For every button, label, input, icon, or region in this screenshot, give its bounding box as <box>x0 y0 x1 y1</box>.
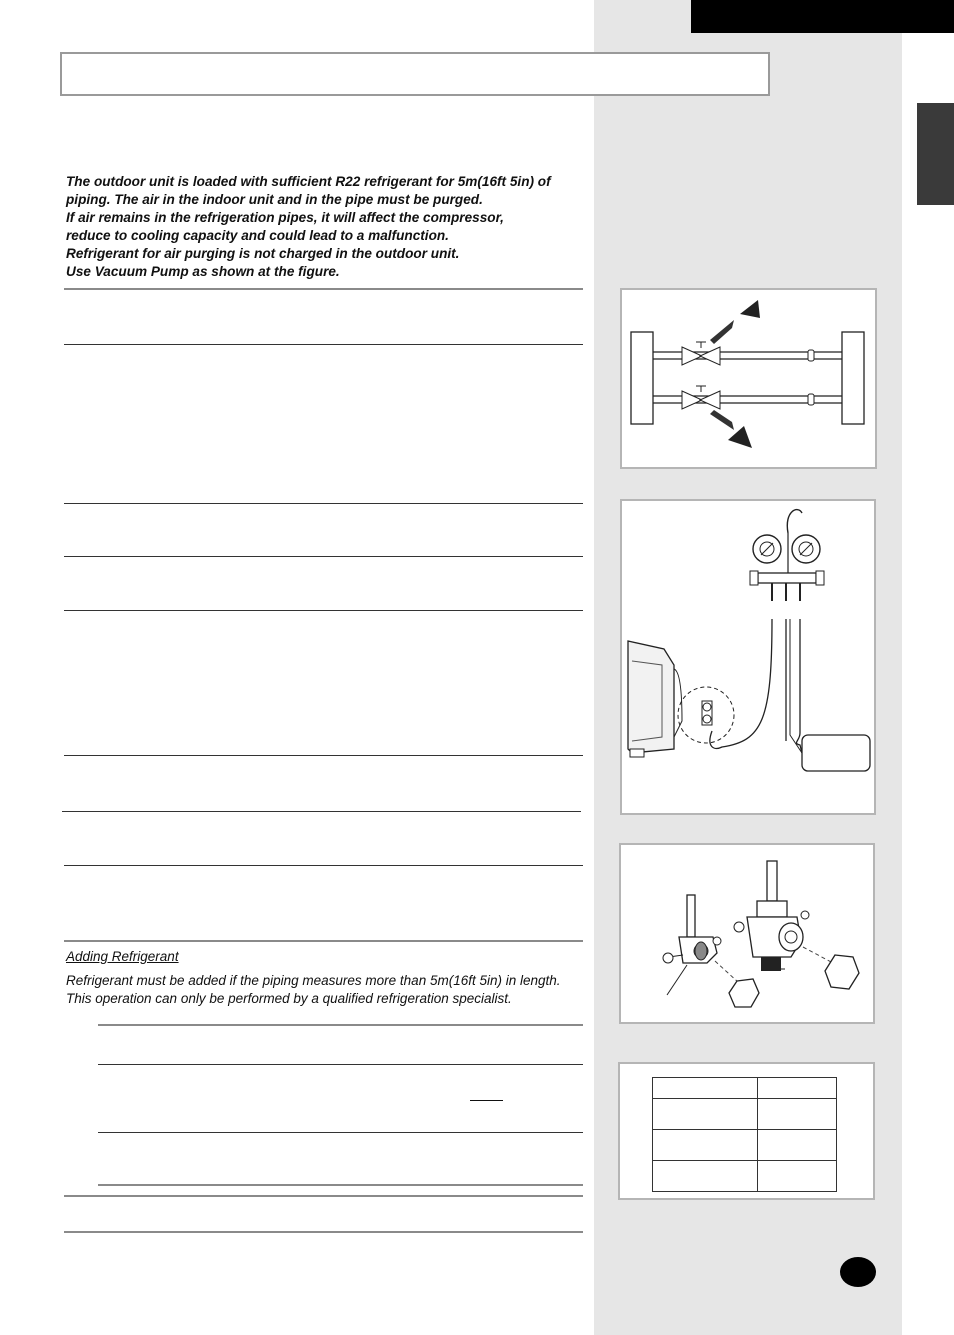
table-row <box>653 1078 837 1099</box>
adding-line: Refrigerant must be added if the piping measures more than 5m(16ft 5in) in length. <box>66 973 561 988</box>
divider <box>98 1024 583 1026</box>
service-valve-icon <box>621 845 873 1022</box>
divider <box>64 288 583 290</box>
divider <box>64 1231 583 1233</box>
intro-line: The outdoor unit is loaded with sufficient R22 refrigerant for 5m(16ft 5in) of <box>66 174 551 189</box>
divider <box>64 503 583 504</box>
divider <box>64 755 583 756</box>
section-title-box <box>60 52 770 96</box>
intro-text <box>66 173 586 281</box>
divider <box>98 1132 583 1133</box>
divider <box>98 1064 583 1065</box>
adding-refrigerant-title: Adding Refrigerant <box>66 949 179 964</box>
page-number-badge <box>840 1257 876 1287</box>
divider <box>62 811 581 812</box>
table-row <box>653 1099 837 1130</box>
adding-refrigerant-text <box>66 972 586 1008</box>
intro-line: piping. The air in the indoor unit and in the pipe must be purged. <box>66 192 483 207</box>
table-row <box>653 1161 837 1192</box>
intro-line: If air remains in the refrigeration pipes, it will affect the compressor, <box>66 210 504 225</box>
adding-line: This operation can only be performed by a qualified refrigeration specialist. <box>66 991 512 1006</box>
divider <box>64 610 583 611</box>
intro-line: Use Vacuum Pump as shown at the figure. <box>66 264 340 279</box>
table-row <box>653 1130 837 1161</box>
divider <box>64 1195 583 1197</box>
divider <box>64 344 583 345</box>
manifold-gauge-diagram <box>620 499 876 815</box>
underline-mark <box>470 1100 503 1101</box>
divider <box>64 556 583 557</box>
divider <box>98 1184 583 1186</box>
intro-line: Refrigerant for air purging is not charged in the outdoor unit. <box>66 246 460 261</box>
pipe-valve-icon <box>622 290 875 467</box>
refrigerant-table-figure <box>618 1062 875 1200</box>
service-valve-diagram <box>619 843 875 1024</box>
section-tab <box>917 103 954 205</box>
intro-line: reduce to cooling capacity and could lead to a malfunction. <box>66 228 449 243</box>
divider <box>64 940 583 942</box>
divider <box>64 865 583 866</box>
header-bar <box>691 0 954 33</box>
manifold-gauge-icon <box>622 501 874 813</box>
refrigerant-table <box>652 1077 837 1192</box>
pipe-valve-diagram <box>620 288 877 469</box>
